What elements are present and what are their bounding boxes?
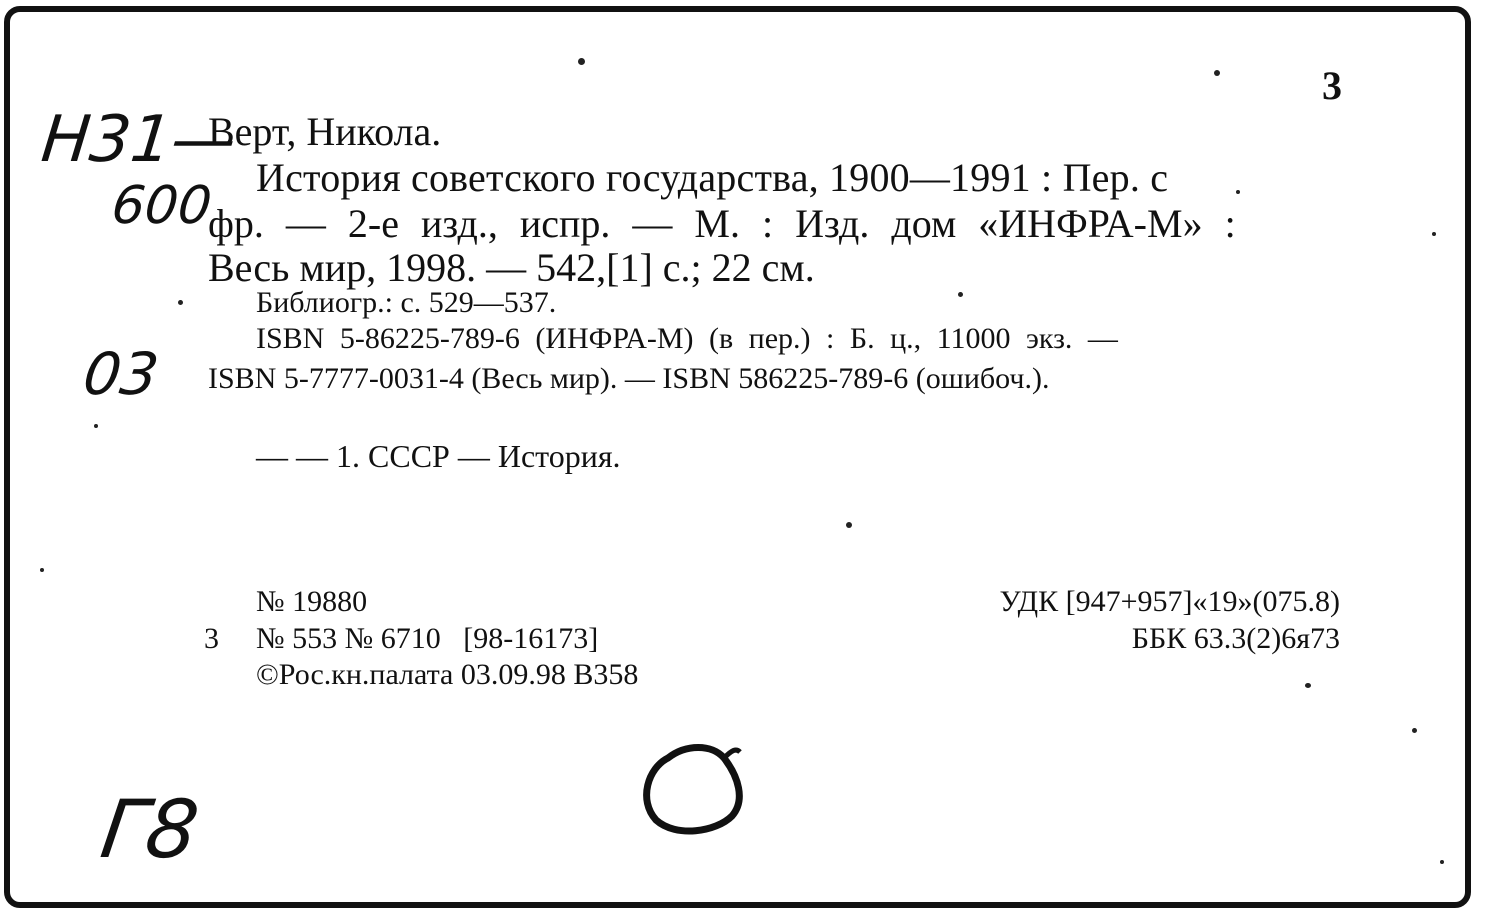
speck bbox=[846, 522, 852, 528]
handwritten-corner-mark: Г8 bbox=[95, 783, 205, 876]
author: Верт, Никола. bbox=[208, 109, 442, 154]
udc-code: УДК [947+957]«19»(075.8) bbox=[999, 585, 1340, 618]
speck bbox=[578, 58, 585, 65]
handwritten-code: 03 bbox=[79, 340, 163, 408]
speck bbox=[1412, 728, 1417, 733]
speck bbox=[958, 292, 963, 297]
page-number: 3 bbox=[1322, 63, 1342, 108]
title-line-3: Весь мир, 1998. — 542,[1] с.; 22 см. bbox=[208, 245, 815, 290]
isbn-line-2: ISBN 5-7777-0031-4 (Весь мир). — ISBN 586225-789-6 (ошибоч.). bbox=[208, 362, 1050, 395]
bbk-code: ББК 63.3(2)6я73 bbox=[1131, 622, 1340, 655]
copies-count: 3 bbox=[204, 622, 219, 655]
speck bbox=[1214, 70, 1220, 76]
title-line-1: История советского государства, 1900—1991 : Пер. с bbox=[256, 155, 1169, 200]
title-line-2: фр. — 2-е изд., испр. — М. : Изд. дом «ИНФРА-М» : bbox=[208, 201, 1236, 246]
subject-heading: — — 1. СССР — История. bbox=[256, 438, 621, 474]
speck bbox=[1305, 683, 1311, 688]
handwritten-shelf-mark-top: Н31— bbox=[38, 103, 240, 177]
speck bbox=[40, 568, 44, 572]
book-chamber-stamp: ©Рос.кн.палата 03.09.98 В358 bbox=[256, 658, 639, 691]
speck bbox=[178, 300, 183, 305]
speck bbox=[94, 424, 98, 428]
speck bbox=[1432, 232, 1436, 236]
bibliography-note: Библиогр.: с. 529—537. bbox=[256, 286, 557, 319]
speck bbox=[1236, 190, 1240, 194]
isbn-line-1: ISBN 5-86225-789-6 (ИНФРА-М) (в пер.) : Б. ц., 11000 экз. — bbox=[256, 322, 1118, 355]
handwritten-shelf-mark-bottom: 600 bbox=[108, 176, 215, 236]
record-number: № 19880 bbox=[256, 585, 368, 618]
handwritten-circle-mark bbox=[628, 730, 788, 850]
speck bbox=[1440, 860, 1444, 864]
order-numbers: № 553 № 6710 [98-16173] bbox=[256, 622, 599, 655]
